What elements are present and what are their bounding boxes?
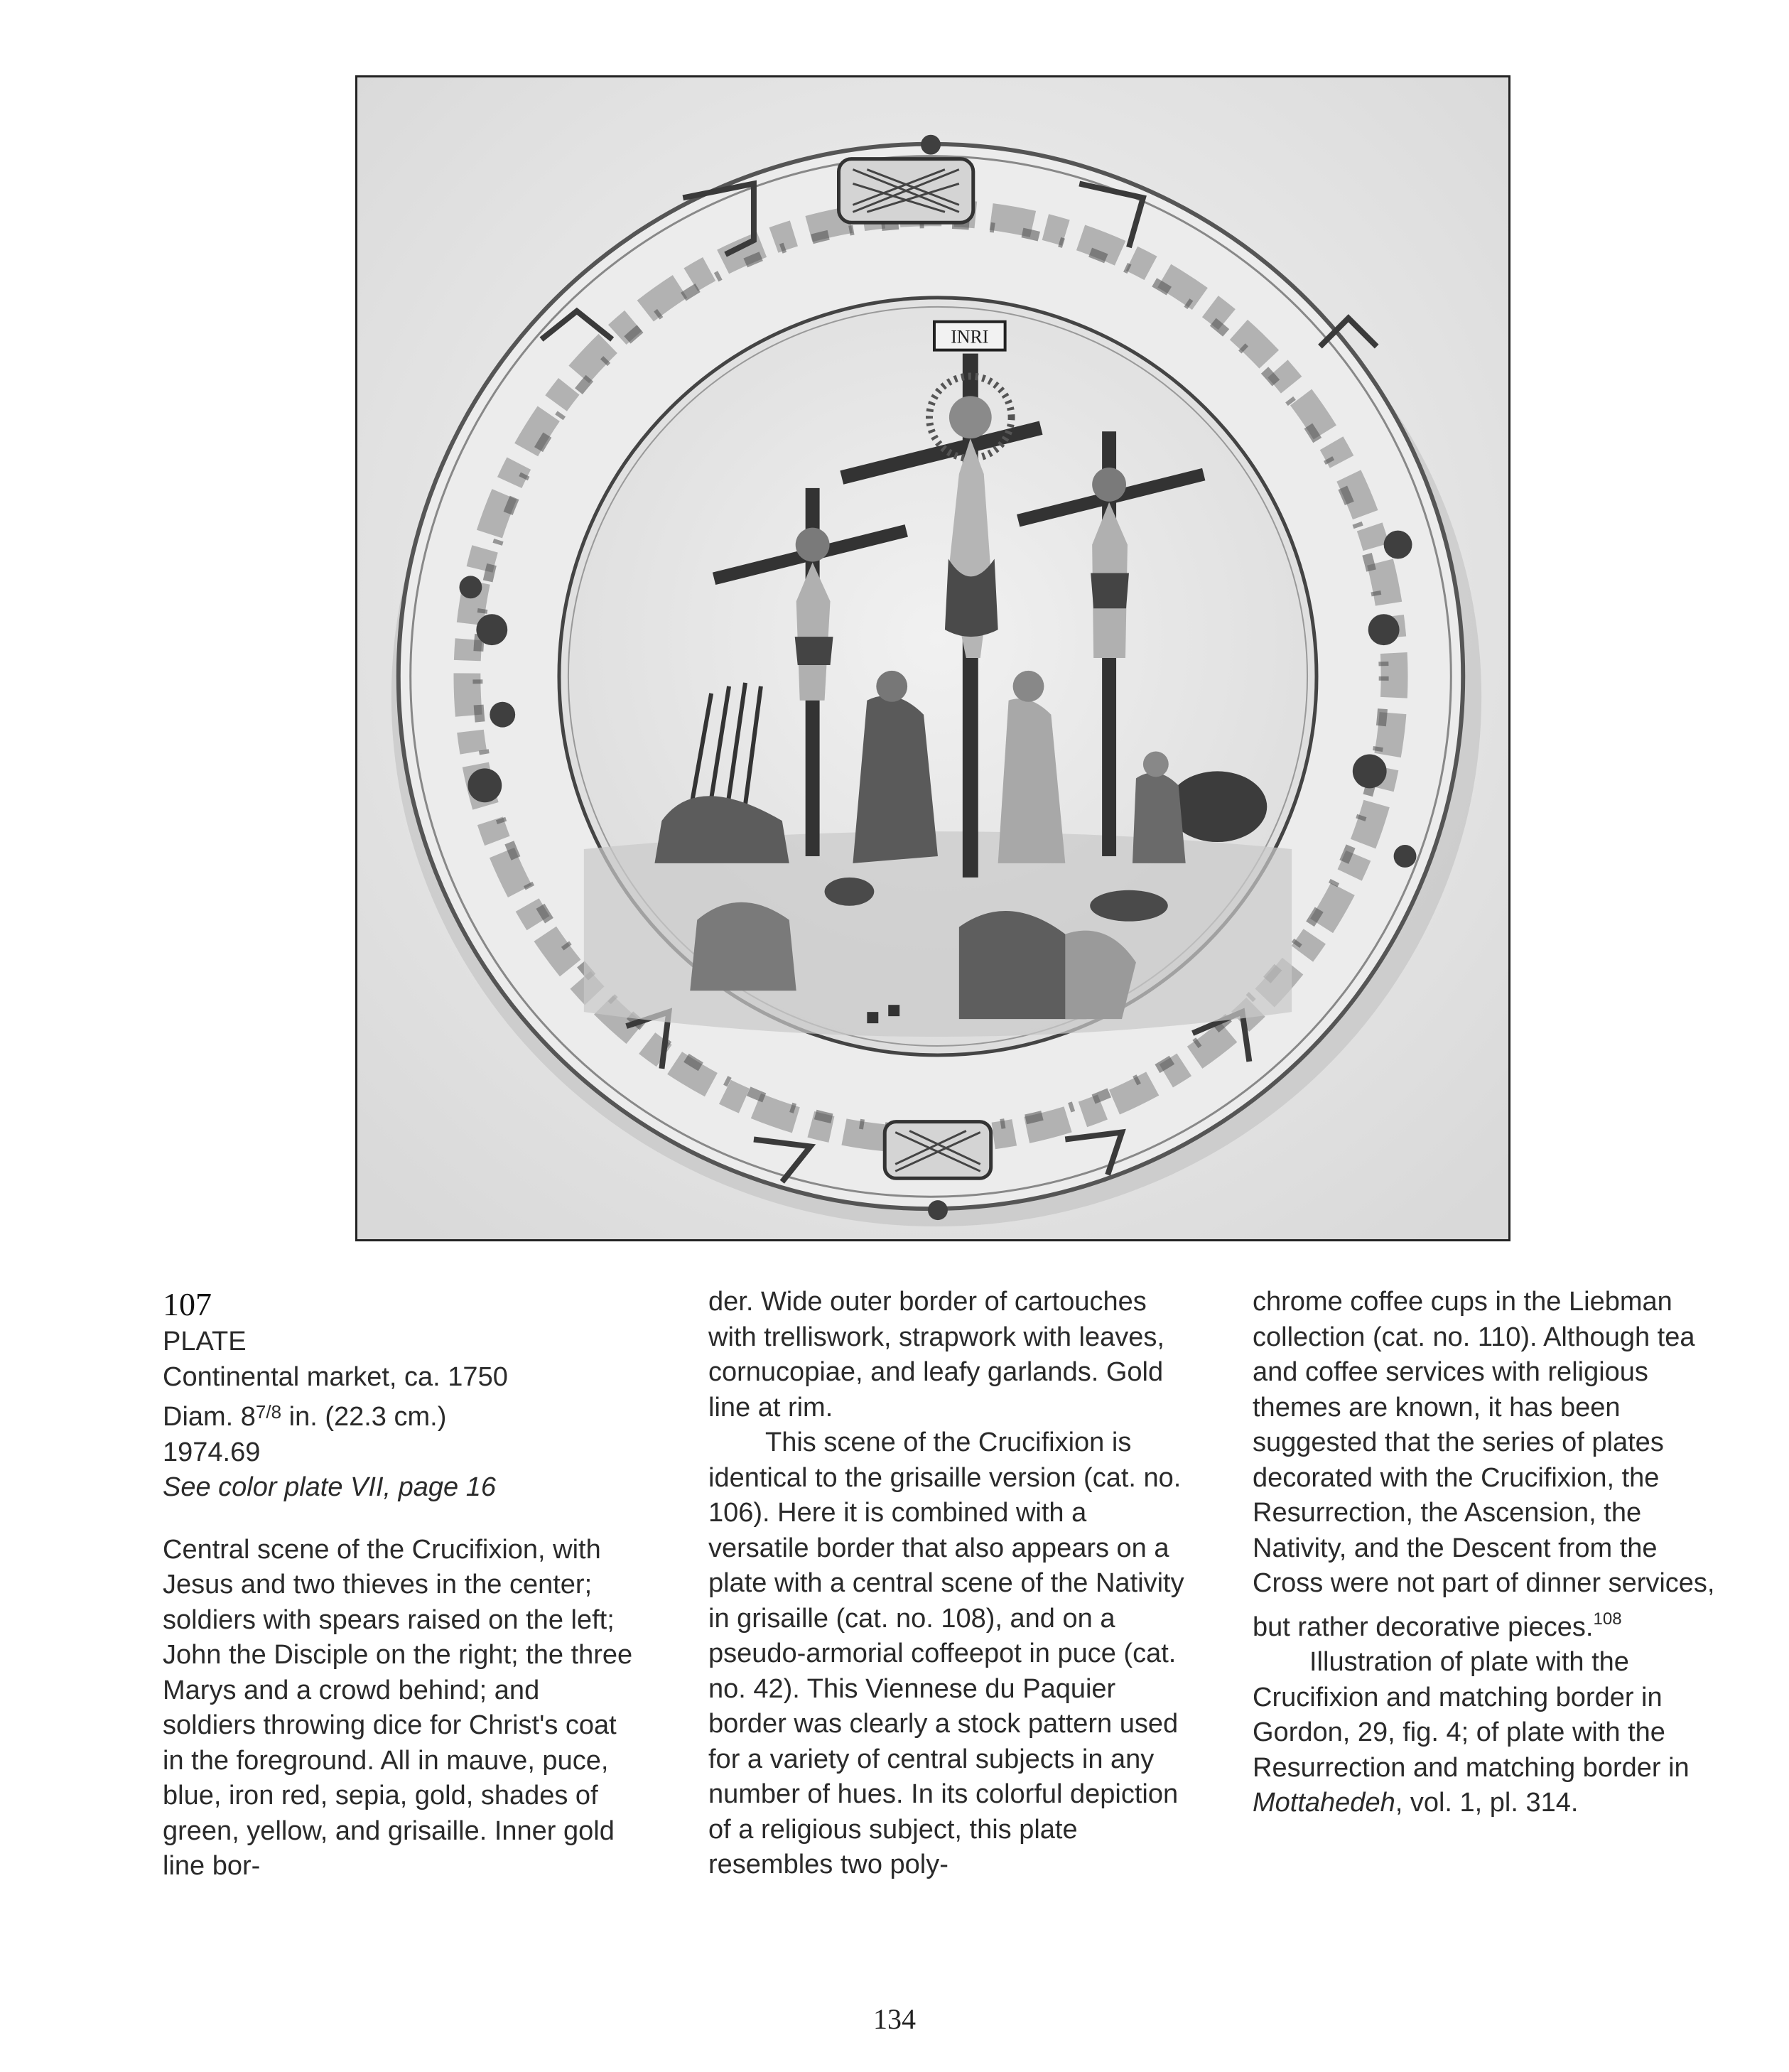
color-plate-reference: See color plate VII, page 16 (163, 1472, 496, 1502)
plate-image (357, 77, 1508, 1239)
diameter-fraction: 7/8 (255, 1401, 282, 1423)
references-text-a: Illustration of plate with the Crucifixion and matching border in Gordon, 29, fig. 4; of plate with the Resurrection and matching border in (1253, 1647, 1690, 1783)
diameter (163, 1395, 637, 1435)
accession-number: 1974.69 (163, 1437, 261, 1467)
description-paragraph: Central scene of the Crucifixion, with Jesus and two thieves in the center; soldiers with spears raised on the left; John the Disciple on the right; the three Marys and a crowd behind; and soldiers throwing dice for Christ's coat in the foreground. All in mauve, puce, blue, iron red, sepia, gold, shades of green, yellow, and grisaille. Inner gold line bor- (163, 1534, 633, 1881)
market-date: Continental market, ca. 1750 (163, 1361, 508, 1392)
diameter-suffix: in. (22.3 cm.) (281, 1402, 447, 1432)
text-column-2 (708, 1285, 1191, 1883)
footnote-marker: 108 (1593, 1609, 1622, 1629)
inri-text: INRI (951, 326, 989, 347)
references-italic-title: Mottahedeh (1253, 1788, 1395, 1818)
catalog-number: 107 (163, 1286, 212, 1322)
discussion-continued-text: chrome coffee cups in the Liebman collection (cat. no. 110). Although tea and coffee services with religious themes are known, it has been suggested that the series of plates decorated with the Crucifixion, the Resurrection, the Ascension, the Nativity, and the Descent from the Cross were not part of dinner services, but rather decorative pieces. (1253, 1287, 1715, 1642)
description-continued: der. Wide outer border of cartouches with trelliswork, strapwork with leaves, cornucopiae, and leafy garlands. Gold line at rim. (708, 1287, 1164, 1423)
cartouche-bottom (885, 1122, 990, 1179)
text-column-1 (163, 1285, 637, 1884)
diameter-prefix: Diam. 8 (163, 1402, 256, 1432)
references-text-b: , vol. 1, pl. 314. (1395, 1788, 1579, 1818)
plate-photograph (355, 75, 1510, 1241)
illustration-references (1253, 1645, 1722, 1821)
discussion-paragraph: This scene of the Crucifixion is identical to the grisaille version (cat. no. 106). Here it is combined with a versatile border that also appears on a plate with a central scene of the Nativity in grisaille (cat. no. 108), and on a pseudo-armorial coffeepot in puce (cat. no. 42). This Viennese du Paquier border was clearly a stock pattern used for a variety of central subjects in any number of hues. In its colorful depiction of a religious subject, this plate resembles two poly- (708, 1428, 1184, 1879)
text-column-3 (1253, 1285, 1722, 1821)
object-type: PLATE (163, 1327, 247, 1356)
discussion-continued (1253, 1285, 1722, 1645)
cartouche-top (838, 159, 973, 223)
page-number: 134 (873, 2003, 916, 2035)
